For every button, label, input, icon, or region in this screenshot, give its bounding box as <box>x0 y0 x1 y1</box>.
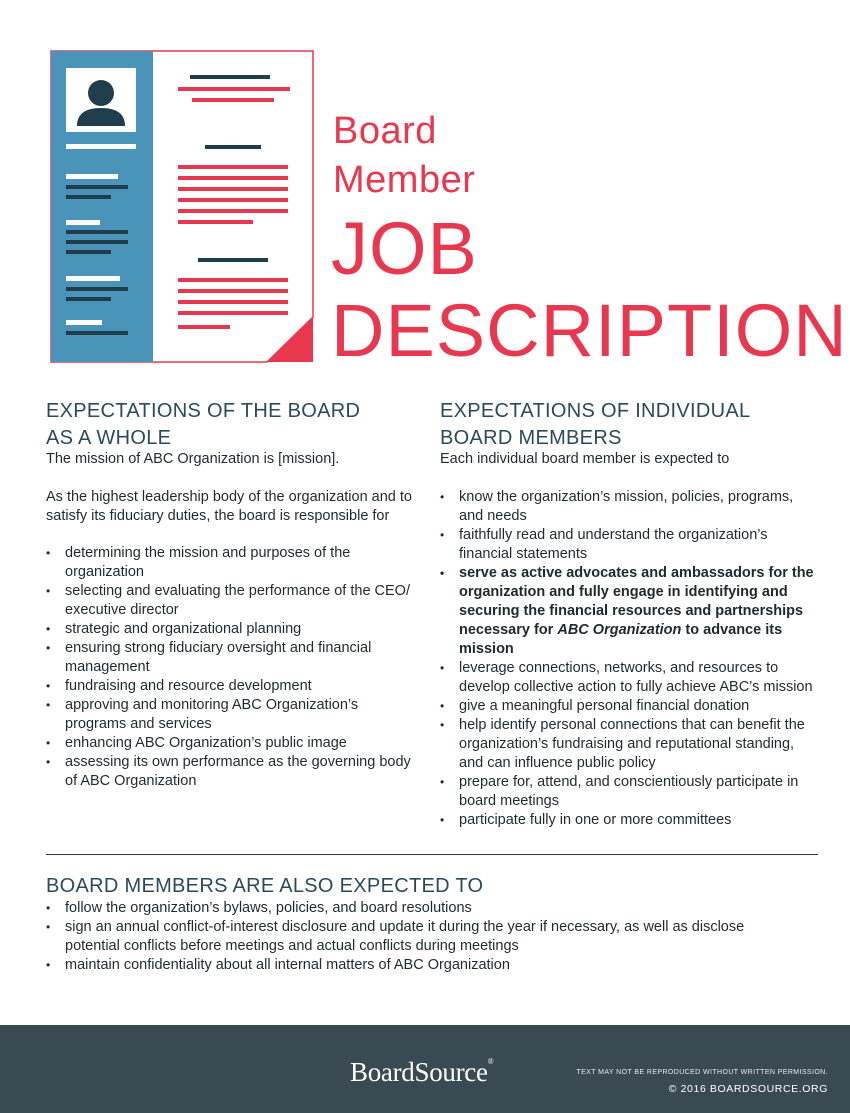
list-item: • fundraising and resource development <box>46 677 416 696</box>
also-expected-list <box>46 899 776 975</box>
individual-intro: Each individual board member is expected to <box>440 451 730 467</box>
list-item: • selecting and evaluating the performance of the CEO/ executive director <box>46 582 416 620</box>
permission-notice: TEXT MAY NOT BE REPRODUCED WITHOUT WRITTEN PERMISSION. <box>576 1069 828 1076</box>
mission-statement: The mission of ABC Organization is [mission]. <box>46 451 340 467</box>
list-item: • enhancing ABC Organization’s public image <box>46 734 416 753</box>
list-item: • help identify personal connections that can benefit the organization’s fundraising and reputational standing, and can influence public policy <box>440 716 815 773</box>
list-item: • strategic and organizational planning <box>46 620 416 639</box>
board-section-heading: EXPECTATIONS OF THE BOARD AS A WHOLE <box>46 400 361 449</box>
list-item: • determining the mission and purposes of the organization <box>46 544 416 582</box>
list-item: • know the organization’s mission, policies, programs, and needs <box>440 488 815 526</box>
resume-document-icon <box>50 50 316 365</box>
list-item: • participate fully in one or more committees <box>440 811 815 830</box>
list-item: • assessing its own performance as the governing body of ABC Organization <box>46 753 416 791</box>
individual-section-heading: EXPECTATIONS OF INDIVIDUAL BOARD MEMBERS <box>440 400 751 449</box>
list-item-advocate: • serve as active advocates and ambassadors for the organization and fully engage in identifying and securing the financial resources and partnerships necessary for ABC Organization to advance its mission <box>440 564 815 659</box>
list-item: • follow the organization’s bylaws, policies, and board resolutions <box>46 899 776 918</box>
boardsource-logo[interactable]: BoardSource® <box>350 1057 494 1087</box>
board-intro: As the highest leadership body of the organization and to satisfy its fiduciary duties, the board is responsible for <box>46 489 412 524</box>
copyright-link[interactable]: © 2016 BOARDSOURCE.ORG <box>668 1083 828 1095</box>
list-item: • leverage connections, networks, and resources to develop collective action to fully achieve ABC’s mission <box>440 659 815 697</box>
board-responsibilities-list <box>46 544 416 791</box>
list-item: • maintain confidentiality about all internal matters of ABC Organization <box>46 956 776 975</box>
section-divider <box>46 854 818 855</box>
title-line-board: Board <box>333 110 437 152</box>
list-item: • prepare for, attend, and conscientiously participate in board meetings <box>440 773 815 811</box>
title-line-description: DESCRIPTION <box>331 289 848 372</box>
resume-illustration <box>50 50 316 365</box>
list-item: • give a meaningful personal financial donation <box>440 697 815 716</box>
also-section-heading: BOARD MEMBERS ARE ALSO EXPECTED TO <box>46 875 484 897</box>
list-item: • approving and monitoring ABC Organization’s programs and services <box>46 696 416 734</box>
individual-expectations-list <box>440 488 815 830</box>
title-line-member: Member <box>333 159 476 201</box>
list-item: • faithfully read and understand the organization’s financial statements <box>440 526 815 564</box>
list-item: • ensuring strong fiduciary oversight and financial management <box>46 639 416 677</box>
list-item: • sign an annual conflict-of-interest disclosure and update it during the year if necessary, as well as disclose potential conflicts before meetings and actual conflicts during meetings <box>46 918 776 956</box>
footer <box>0 1025 850 1113</box>
title-line-job: JOB <box>331 207 478 290</box>
